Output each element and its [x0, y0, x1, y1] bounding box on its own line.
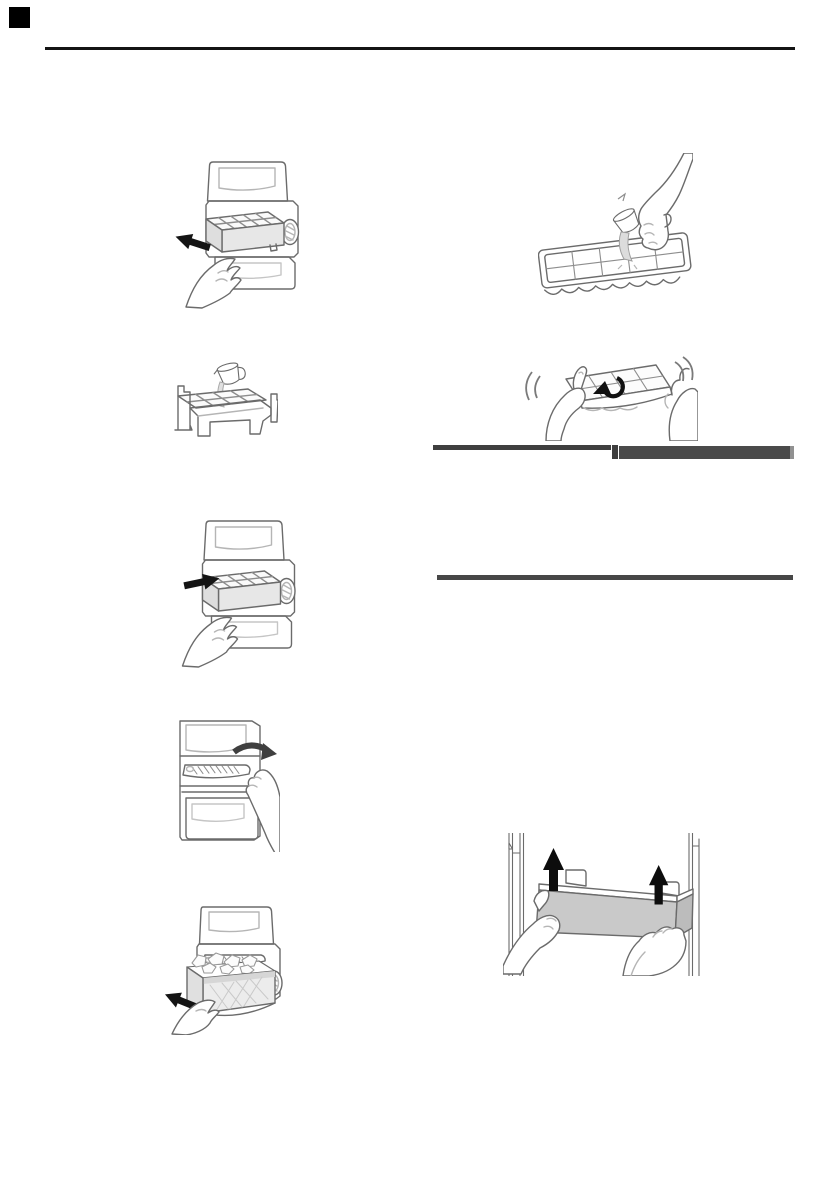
- ice-maker-front: [180, 721, 260, 840]
- left-hand: [546, 367, 587, 441]
- heading-thin-bar: [433, 445, 611, 450]
- figure-fill-tray-assembly: [174, 358, 278, 450]
- cup-icon: [612, 206, 642, 235]
- tilt-mark: [618, 194, 625, 201]
- figure-pour-water-into-tray: [538, 153, 693, 295]
- heading-block: [619, 446, 794, 459]
- figure-turn-knob: [170, 712, 280, 852]
- figure-pull-out-ice-bin: [158, 903, 284, 1035]
- hand: [186, 258, 241, 308]
- motion-lines-left: [526, 372, 540, 400]
- tray-assembly: [175, 386, 278, 436]
- ice-tray-pulled: [206, 212, 284, 252]
- hand: [183, 617, 238, 667]
- figure-lift-door-bin: [503, 833, 718, 976]
- figure-push-ice-tray-in: [162, 516, 307, 668]
- section-separator: [437, 575, 793, 580]
- corner-print-mark: [9, 7, 30, 28]
- top-rule: [45, 47, 795, 50]
- ice-cube-tray: [538, 232, 693, 295]
- right-hand: [665, 369, 698, 441]
- hand: [172, 1000, 219, 1035]
- figure-pull-out-ice-tray: [172, 157, 304, 309]
- heading-block-small: [612, 445, 619, 459]
- figure-twist-ice-tray: [518, 353, 698, 441]
- pitcher-icon: [213, 360, 247, 387]
- rotate-arrow-icon: [234, 743, 277, 760]
